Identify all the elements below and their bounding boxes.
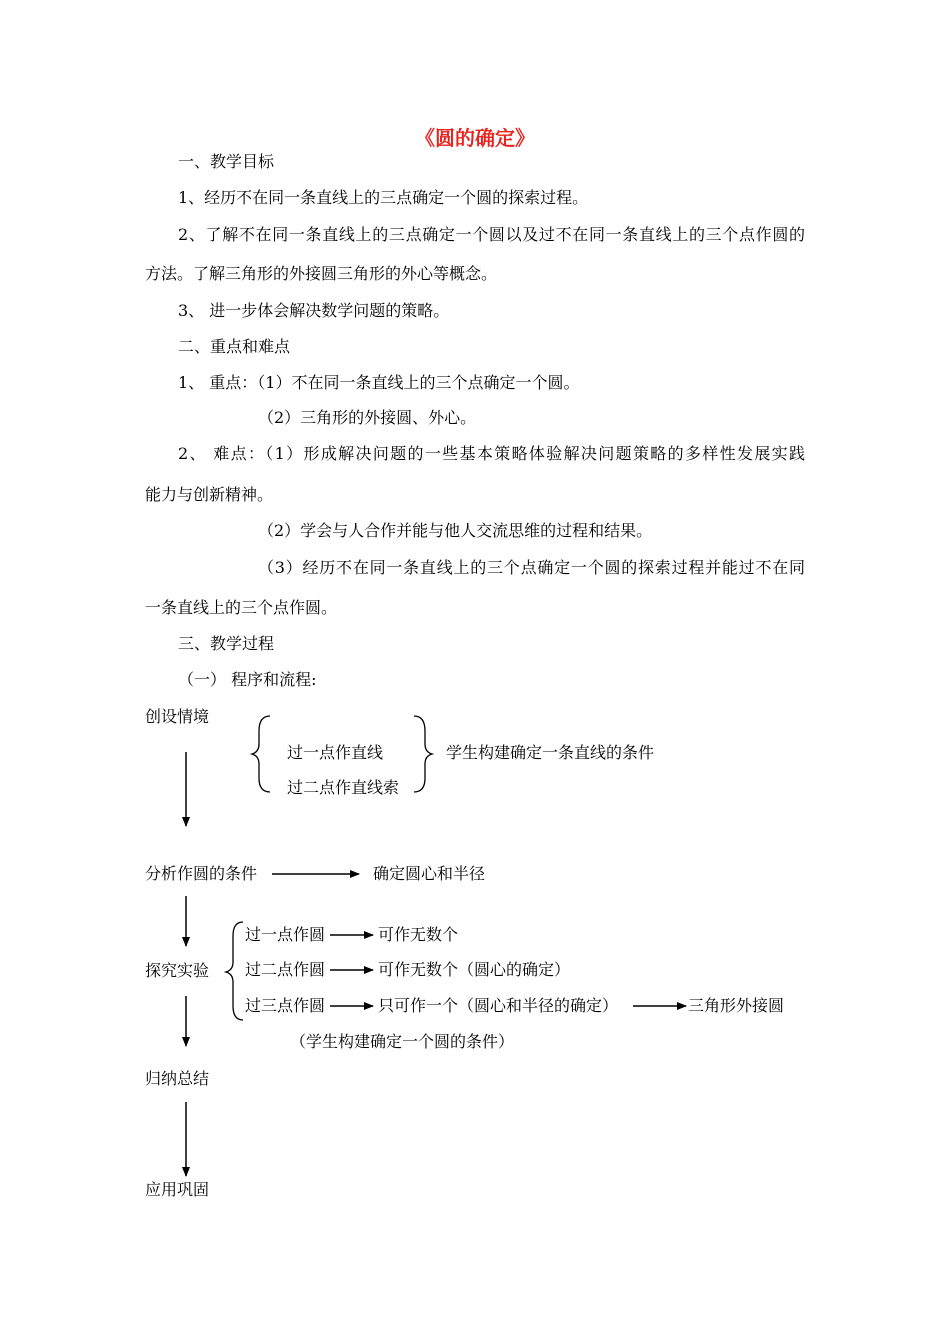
left-brace-3	[226, 922, 243, 1020]
flow-step-explore-experiment: 探究实验	[145, 961, 210, 980]
flow-step1-item-a: 过一点作直线	[287, 743, 384, 762]
difficulty-2c-line1: （3）经历不在同一条直线上的三个点确定一个圆的探索过程并能过不在同	[258, 558, 805, 577]
difficulty-2b: （2）学会与人合作并能与他人交流思维的过程和结果。	[258, 521, 653, 540]
flow-step3-item-c: 过三点作圆	[245, 996, 326, 1015]
flow-step1-item-b: 过二点作直线索	[287, 778, 400, 797]
document-title: 《圆的确定》	[415, 126, 535, 150]
section-heading-keypoints: 二、重点和难点	[178, 337, 291, 356]
left-brace-1	[252, 716, 270, 792]
section-heading-process: 三、教学过程	[178, 634, 275, 653]
flow-step-apply-consolidate: 应用巩固	[145, 1180, 210, 1199]
objective-1: 1、经历不在同一条直线上的三点确定一个圆的探索过程。	[178, 188, 589, 207]
flow-step3-item-b: 过二点作圆	[245, 960, 326, 979]
difficulty-2-line1: 2、 难点：（1）形成解决问题的一些基本策略体验解决问题策略的多样性发展实践	[178, 444, 805, 463]
flow-step-analyze-conditions: 分析作圆的条件	[145, 864, 258, 883]
flow-step3-item-c-final: 三角形外接圆	[688, 996, 785, 1015]
flow-step3-item-b-result: 可作无数个（圆心的确定）	[378, 960, 571, 979]
difficulty-2c-line2: 一条直线上的三个点作圆。	[145, 598, 338, 617]
objective-2-line1: 2、了解不在同一条直线上的三点确定一个圆以及过不在同一条直线上的三个点作圆的	[178, 225, 805, 244]
section-heading-objectives: 一、教学目标	[178, 152, 275, 171]
objective-2-line2: 方法。了解三角形的外接圆三角形的外心等概念。	[145, 264, 498, 283]
flow-step-summarize: 归纳总结	[145, 1069, 210, 1088]
keypoint-1a: 1、 重点：（1）不在同一条直线上的三个点确定一个圆。	[178, 373, 580, 392]
flow-step3-note: （学生构建确定一个圆的条件）	[290, 1032, 515, 1051]
flow-step3-item-a: 过一点作圆	[245, 925, 326, 944]
flow-step3-item-c-result: 只可作一个（圆心和半径的确定）	[378, 996, 619, 1015]
right-brace-1	[414, 716, 432, 792]
flow-step3-item-a-result: 可作无数个	[378, 925, 459, 944]
keypoint-1b: （2）三角形的外接圆、外心。	[258, 408, 477, 427]
difficulty-2-line2: 能力与创新精神。	[145, 485, 274, 504]
objective-3: 3、 进一步体会解决数学问题的策略。	[178, 301, 450, 320]
flow-step2-result: 确定圆心和半径	[373, 864, 486, 883]
flow-step-create-situation: 创设情境	[145, 707, 210, 726]
flow-step1-result: 学生构建确定一条直线的条件	[446, 743, 655, 762]
subsection-flow: （一） 程序和流程:	[178, 670, 317, 689]
